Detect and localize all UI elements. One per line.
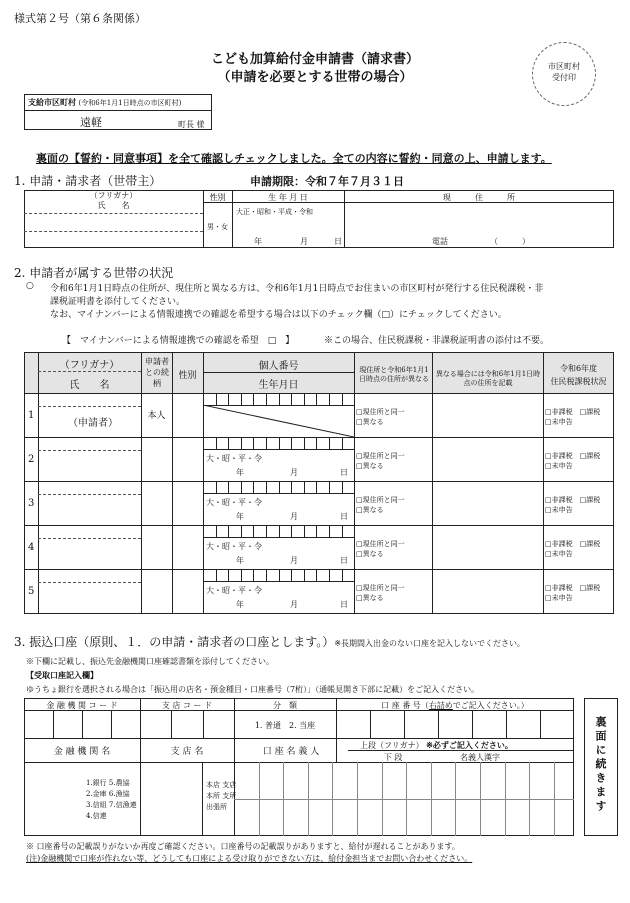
row-number: 2	[28, 454, 35, 465]
row-number: 4	[28, 542, 35, 553]
deadline: 申請期限：令和７年７月３１日	[250, 175, 404, 188]
section3-heading: 3. 振込口座（原則、１．の申請・請求者の口座とします。）※長期間入出金のない口座を記入しないでください。	[14, 635, 526, 649]
form-subtitle: （申請を必要とする世帯の場合）	[217, 70, 413, 85]
phone-field[interactable]: （ ）	[490, 237, 530, 246]
tax-status-checkbox[interactable]: □非課税 □課税	[545, 452, 601, 460]
section2-text2: 課税証明書を添付してください。	[50, 297, 186, 307]
addressee-label: 支給市区町村 (令和6年1月1日時点の市区町村)	[28, 97, 182, 107]
applicant-label: （申請者）	[68, 418, 118, 429]
sex-options[interactable]: 男・女	[207, 223, 228, 231]
sex-label: 性別	[209, 193, 226, 202]
form-title: こども加算給付金申請書（請求書）	[210, 52, 419, 67]
tax-status-checkbox[interactable]: □非課税 □課税	[545, 540, 601, 548]
section2-heading: 2. 申請者が属する世帯の状況	[14, 266, 174, 280]
reception-stamp: 市区町村 受付印	[532, 42, 596, 106]
era-options[interactable]: 大・昭・平・令	[206, 454, 262, 463]
form-number: 様式第２号（第６条関係）	[14, 12, 146, 25]
era-options[interactable]: 大・昭・平・令	[206, 586, 262, 595]
section1-heading: 1. 申請・請求者（世帯主）	[14, 174, 162, 188]
mayor-suffix: 町長 様	[178, 120, 205, 129]
undeclared-checkbox[interactable]: □未申告	[545, 462, 573, 470]
tax-status-checkbox[interactable]: □非課税 □課税	[545, 408, 601, 416]
continued-note: 裏面に続きます	[594, 716, 607, 814]
relation-self: 本人	[147, 411, 166, 421]
address-label: 現 住 所	[443, 193, 515, 202]
tax-status-checkbox[interactable]: □非課税 □課税	[545, 584, 601, 592]
branch-type-options[interactable]: 本店 支店 本所 支所 出張所	[206, 781, 237, 811]
era-options[interactable]: 大・昭・平・令	[206, 542, 262, 551]
yucho-note: ゆうちょ銀行を選択される場合は「振込用の店名・預金種目・口座番号（7桁）」（通帳見開き下部に記載）をご記入ください。	[26, 685, 480, 694]
section2-text1: 令和6年1月1日時点の住所が、現住所と異なる方は、令和6年1月1日時点でお住まいの市区町村が発行する住民税課税・非	[50, 284, 544, 294]
footnote1: ※ 口座番号の記載誤りがないか再度ご確認ください。口座番号の記載誤りがありますと、給付が遅れることがあります。	[26, 842, 460, 851]
footnote2: (注)金融機関で口座が作れない等、どうしても口座による受け取りができない方は、給付金担当までお問い合わせください。	[26, 854, 473, 863]
account-type-options[interactable]: 1. 普通 2. 当座	[254, 721, 316, 730]
row-number: 1	[28, 410, 35, 421]
account-entry-label: 【受取口座記入欄】	[26, 670, 98, 680]
undeclared-checkbox[interactable]: □未申告	[545, 594, 573, 602]
address-same-checkbox[interactable]: □現住所と同一	[356, 496, 405, 504]
row-number: 5	[28, 586, 35, 597]
name-label: 氏 名	[97, 201, 130, 210]
birthdate-label: 生 年 月 日	[268, 193, 308, 202]
address-same-checkbox[interactable]: □現住所と同一	[356, 452, 405, 460]
bank-type-options[interactable]: 1.銀行 5.農協 2.金庫 6.漁協 3.信組 7.信漁連 4.信連	[86, 779, 137, 820]
address-diff-checkbox[interactable]: □異なる	[356, 506, 384, 514]
row-number: 3	[28, 498, 35, 509]
address-diff-checkbox[interactable]: □異なる	[356, 550, 384, 558]
phone-label: 電話	[432, 237, 448, 246]
address-same-checkbox[interactable]: □現住所と同一	[356, 584, 405, 592]
furigana-label: （フリガナ）	[89, 191, 138, 200]
town-name[interactable]: 遠軽	[80, 116, 102, 129]
address-diff-checkbox[interactable]: □異なる	[356, 594, 384, 602]
tax-status-checkbox[interactable]: □非課税 □課税	[545, 496, 601, 504]
address-diff-checkbox[interactable]: □異なる	[356, 462, 384, 470]
undeclared-checkbox[interactable]: □未申告	[545, 418, 573, 426]
mynumber-checkbox[interactable]: 【 マイナンバーによる情報連携での確認を希望 □ 】	[62, 336, 295, 346]
undeclared-checkbox[interactable]: □未申告	[545, 506, 573, 514]
agreement-statement: 裏面の【誓約・同意事項】を全て確認しチェックしました。全ての内容に誓約・同意の上、申請します。	[36, 152, 552, 165]
era-options[interactable]: 大正・昭和・平成・令和	[236, 208, 313, 216]
section3-note: ※下欄に記載し、振込先金融機関口座確認書類を添付してください。	[26, 657, 274, 666]
address-same-checkbox[interactable]: □現住所と同一	[356, 408, 405, 416]
mynumber-note: ※この場合、住民税課税・非課税証明書の添付は不要。	[324, 336, 550, 346]
undeclared-checkbox[interactable]: □未申告	[545, 550, 573, 558]
era-options[interactable]: 大・昭・平・令	[206, 498, 262, 507]
address-same-checkbox[interactable]: □現住所と同一	[356, 540, 405, 548]
section2-text3: なお、マイナンバーによる情報連携での確認を希望する場合は以下のチェック欄（□）にチェックしてください。	[50, 310, 507, 320]
address-diff-checkbox[interactable]: □異なる	[356, 418, 384, 426]
